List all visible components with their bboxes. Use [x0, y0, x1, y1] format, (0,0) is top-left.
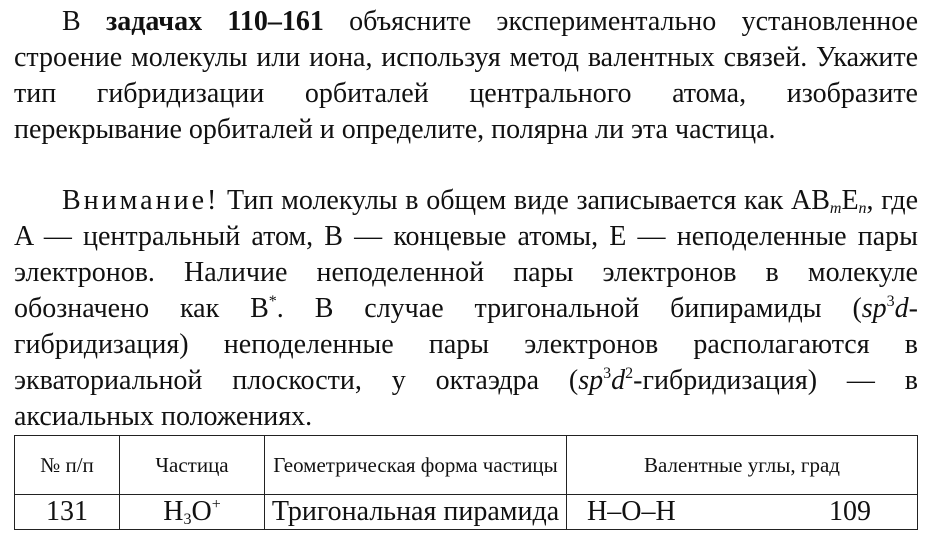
para2-text-5: -гибридизация) неподеленные пары электронов располагаются в экваториальной плоскости, у октаэдра (: [14, 293, 918, 396]
para1-body: объясните экспериментально установленное строение молекулы или иона, используя метод валентных связей. Укажите тип гибридизации орбиталей центрального атома, изобразите перекрывание орбиталей и определите, полярна ли эта частица.: [14, 6, 918, 145]
header-angles: Валентные углы, град: [567, 436, 918, 495]
sp-label-2: sp: [578, 365, 604, 396]
particle-charge: +: [211, 496, 221, 513]
para2-text-4: . В случае тригональной бипирамиды (: [276, 293, 862, 324]
para2-text-1: Тип молекулы в общем виде записывается как AB: [219, 185, 830, 216]
cell-shape: Тригональная пирамида: [265, 495, 567, 530]
superscript-3a: 3: [886, 293, 895, 310]
table-row: [15, 495, 918, 530]
attention-label: Внимание!: [62, 185, 220, 216]
angle-value: 109: [829, 496, 871, 527]
d-label: d: [894, 293, 909, 324]
angle-name: H–O–H: [587, 496, 676, 527]
particle-table: [14, 435, 918, 530]
particle-o: O: [191, 496, 212, 527]
particle-subscript: 3: [183, 511, 192, 528]
para2-text-6: -гибридизация) — в аксиальных положениях.: [14, 365, 918, 432]
instruction-paragraph: [14, 4, 918, 148]
attention-paragraph: [14, 183, 918, 435]
superscript-star: *: [268, 293, 277, 310]
subscript-m: m: [829, 200, 842, 217]
para2-text-3: , где A — центральный атом, B — концевые атомы, E — неподеленные пары электронов. Наличие неподеленной пары электронов в молекуле обозначено как B: [14, 185, 919, 324]
header-shape: Геометрическая форма частицы: [265, 436, 567, 495]
para2-text-2: E: [841, 185, 859, 216]
header-number: № п/п: [15, 436, 120, 495]
superscript-3b: 3: [603, 365, 612, 382]
cell-particle: [120, 495, 265, 530]
cell-number: 131: [15, 495, 120, 530]
cell-angles: [567, 495, 918, 530]
header-particle: Частица: [120, 436, 265, 495]
superscript-2: 2: [625, 365, 634, 382]
table-header-row: [15, 436, 918, 495]
subscript-n: n: [858, 200, 867, 217]
sp-label: sp: [861, 293, 887, 324]
particle-h: H: [163, 496, 184, 527]
task-range: задачах 110–161: [105, 6, 324, 37]
para1-lead: В: [62, 6, 106, 37]
d-label-2: d: [611, 365, 626, 396]
